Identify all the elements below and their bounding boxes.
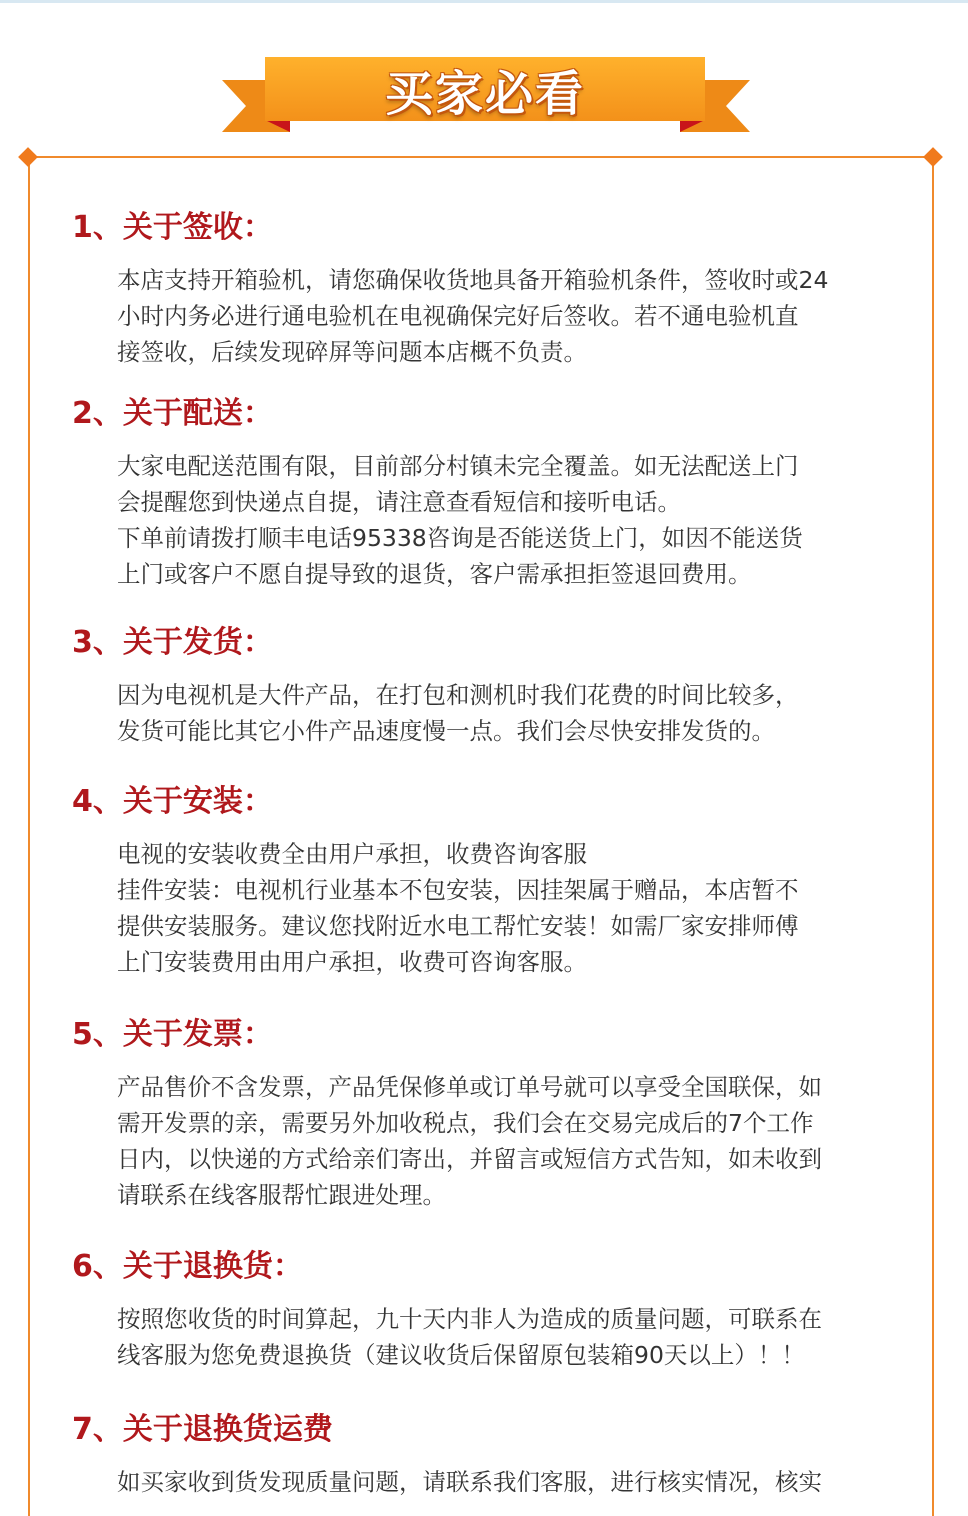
section-body [117,1301,907,1373]
body-line: 请联系在线客服帮忙跟进处理。 [117,1181,446,1209]
body-line: 下单前请拨打顺丰电话95338咨询是否能送货上门，如因不能送货 [117,524,803,552]
section-body [117,262,907,370]
section-heading: 3、关于发货： [72,625,273,660]
body-line: 如买家收到货发现质量问题，请联系我们客服，进行核实情况，核实 [117,1468,822,1496]
body-line: 会提醒您到快递点自提，请注意查看短信和接听电话。 [117,488,681,516]
body-line: 小时内务必进行通电验机在电视确保完好后签收。若不通电验机直 [117,302,799,330]
section-body [117,1069,907,1213]
body-line: 线客服为您免费退换货（建议收货后保留原包装箱90天以上）！！ [117,1341,805,1369]
section-returns [72,1249,922,1373]
body-line: 本店支持开箱验机，请您确保收货地具备开箱验机条件，签收时或24 [117,266,829,294]
body-line: 上门安装费用由用户承担，收费可咨询客服。 [117,948,587,976]
section-installation [72,784,922,980]
body-line: 因为电视机是大件产品，在打包和测机时我们花费的时间比较多， [117,681,799,709]
body-line: 接签收，后续发现碎屏等问题本店概不负责。 [117,338,587,366]
section-shipping [72,625,922,749]
section-return-shipping-fee [72,1412,922,1500]
body-line: 按照您收货的时间算起，九十天内非人为造成的质量问题，可联系在 [117,1305,822,1333]
body-line: 需开发票的亲，需要另外加收税点，我们会在交易完成后的7个工作 [117,1109,814,1137]
body-line: 上门或客户不愿自提导致的退货，客户需承担拒签退回费用。 [117,560,752,588]
page-title: 买家必看 [384,65,585,122]
section-heading: 2、关于配送： [72,396,273,431]
body-line: 提供安装服务。建议您找附近水电工帮忙安装！如需厂家安排师傅 [117,912,799,940]
section-body [117,448,907,592]
body-line: 产品售价不含发票，产品凭保修单或订单号就可以享受全国联保，如 [117,1073,822,1101]
section-body [117,1464,907,1500]
section-heading: 1、关于签收： [72,210,273,245]
section-body [117,677,907,749]
body-line: 发货可能比其它小件产品速度慢一点。我们会尽快安排发货的。 [117,717,775,745]
body-line: 日内，以快递的方式给亲们寄出，并留言或短信方式告知，如未收到 [117,1145,822,1173]
section-body [117,836,907,980]
section-heading: 6、关于退换货： [72,1249,303,1284]
section-signing [72,210,922,370]
section-invoice [72,1017,922,1213]
section-heading: 7、关于退换货运费 [72,1412,333,1447]
body-line: 电视的安装收费全由用户承担，收费咨询客服 [117,840,587,868]
body-line: 挂件安装：电视机行业基本不包安装，因挂架属于赠品，本店暂不 [117,876,799,904]
section-heading: 4、关于安装： [72,784,273,819]
section-delivery [72,396,922,592]
body-line: 大家电配送范围有限，目前部分村镇未完全覆盖。如无法配送上门 [117,452,799,480]
section-heading: 5、关于发票： [72,1017,273,1052]
